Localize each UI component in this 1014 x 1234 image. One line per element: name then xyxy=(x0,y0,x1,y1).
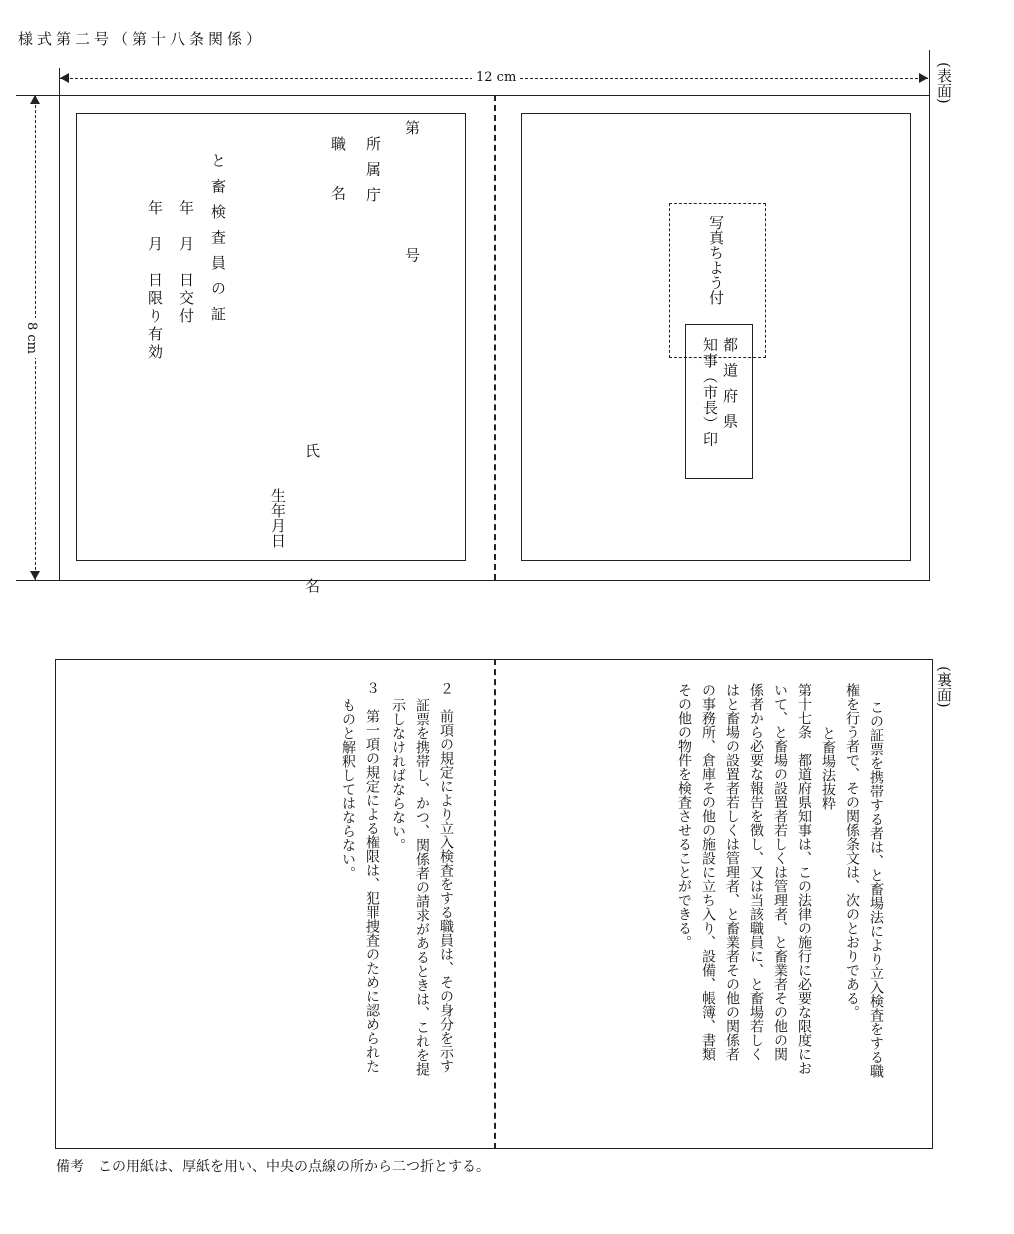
position-field: 職 名 xyxy=(329,136,347,202)
number-field: 第 号 xyxy=(403,120,421,273)
width-label: 12 cm xyxy=(472,70,520,85)
back-left-line-4: ３ 第一項の規定による権限は、犯罪捜査のために認められた xyxy=(364,681,380,1073)
height-label: 8 cm xyxy=(24,318,39,358)
arrow-down-icon xyxy=(30,571,40,580)
back-side-label: (裏面) xyxy=(935,666,953,708)
back-right-line-1: この証票を携帯する者は、と畜場法により立入検査をする職 xyxy=(868,700,884,1078)
right-extension-line xyxy=(929,50,930,580)
form-title: 様式第二号（第十八条関係） xyxy=(18,30,266,48)
arrow-right-icon xyxy=(919,73,928,83)
back-left-line-3: 示しなければならない。 xyxy=(390,698,406,852)
back-right-line-4: 第十七条 都道府県知事は、この法律の施行に必要な限度にお xyxy=(796,683,812,1075)
front-bottom-edge xyxy=(16,580,930,581)
back-right-line-8: の事務所、倉庫その他の施設に立ち入り、設備、帳簿、書類 xyxy=(700,683,716,1061)
back-right-line-6: 係者から必要な報告を徴し、又は当該職員に、と畜場若しく xyxy=(748,683,764,1061)
issued-date: 年 月 日交付 xyxy=(177,200,195,326)
front-fold-line xyxy=(494,95,496,580)
back-right-line-3: と畜場法抜粋 xyxy=(820,698,836,810)
valid-date: 年 月 日限り有効 xyxy=(146,200,164,362)
birth-date-field: 生年月日 xyxy=(269,488,287,548)
back-right-line-5: いて、と畜場の設置者若しくは管理者、と畜業者その他の関 xyxy=(772,683,788,1061)
photo-label: 写真ちよう付 xyxy=(707,215,725,305)
back-left-line-1: ２ 前項の規定により立入検査をする職員は、その身分を示す xyxy=(438,681,454,1073)
card-title: と畜検査員の証 xyxy=(209,153,227,332)
back-fold-line xyxy=(494,659,496,1149)
back-left-line-2: 証票を携帯し、かつ、関係者の請求があるときは、これを提 xyxy=(414,698,430,1076)
seal-prefecture: 都道府県 xyxy=(721,337,739,439)
front-top-edge xyxy=(16,95,930,96)
name-field: 氏 名 xyxy=(303,443,321,593)
front-side-label: (表面) xyxy=(935,62,953,104)
remarks-note: 備考 この用紙は、厚紙を用い、中央の点線の所から二つ折とする。 xyxy=(56,1159,490,1175)
back-right-line-7: はと畜場の設置者若しくは管理者、と畜業者その他の関係者 xyxy=(724,683,740,1061)
back-right-line-9: その他の物件を検査させることができる。 xyxy=(676,683,692,949)
back-right-line-2: 権を行う者で、その関係条文は、次のとおりである。 xyxy=(844,683,860,1019)
back-left-line-5: ものと解釈してはならない。 xyxy=(340,698,356,880)
left-extension-line xyxy=(59,68,60,580)
arrow-left-icon xyxy=(60,73,69,83)
affiliation-field: 所属庁 xyxy=(364,136,382,213)
arrow-up-icon xyxy=(30,95,40,104)
seal-governor: 知事（市長）印 xyxy=(701,337,719,448)
